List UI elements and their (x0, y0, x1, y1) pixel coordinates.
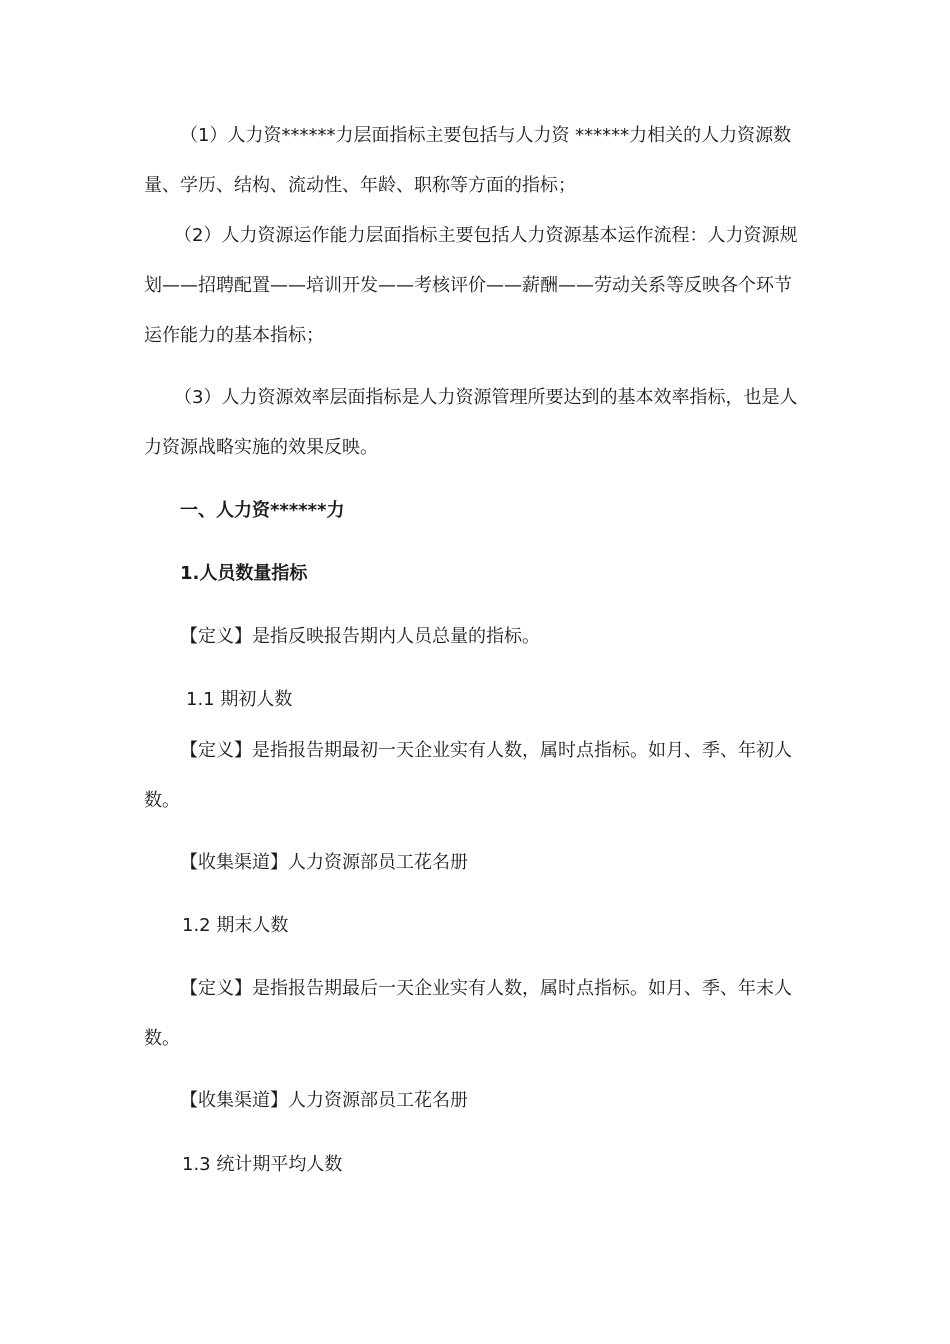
collection-channel-1-2: 【收集渠道】人力资源部员工花名册 (180, 1090, 468, 1111)
section-heading: 一、人力资******力 (180, 500, 345, 521)
definition-opening-headcount: 【定义】是指报告期最初一天企业实有人数，属时点指标。如月、季、年初人数。 (144, 740, 792, 811)
item-heading-1-2: 1.2 期末人数 (182, 915, 289, 936)
item-heading-1-3: 1.3 统计期平均人数 (182, 1154, 343, 1175)
paragraph-hr-indicators-3: （3）人力资源效率层面指标是人力资源管理所要达到的基本效率指标，也是人力资源战略实施的效果反映。 (144, 387, 798, 458)
collection-channel-1-1: 【收集渠道】人力资源部员工花名册 (180, 852, 468, 873)
definition-closing-headcount: 【定义】是指报告期最后一天企业实有人数，属时点指标。如月、季、年末人数。 (144, 978, 792, 1049)
item-heading-1-1: 1.1 期初人数 (186, 689, 293, 710)
paragraph-hr-indicators-2: （2）人力资源运作能力层面指标主要包括人力资源基本运作流程：人力资源规划——招聘配置——培训开发——考核评价——薪酬——劳动关系等反映各个环节运作能力的基本指标； (144, 225, 798, 346)
subsection-heading: 1.人员数量指标 (180, 563, 308, 584)
definition-headcount: 【定义】是指反映报告期内人员总量的指标。 (180, 626, 540, 647)
paragraph-hr-indicators-1: （1）人力资******力层面指标主要包括与人力资 ******力相关的人力资源数量、学历、结构、流动性、年龄、职称等方面的指标； (144, 125, 792, 196)
